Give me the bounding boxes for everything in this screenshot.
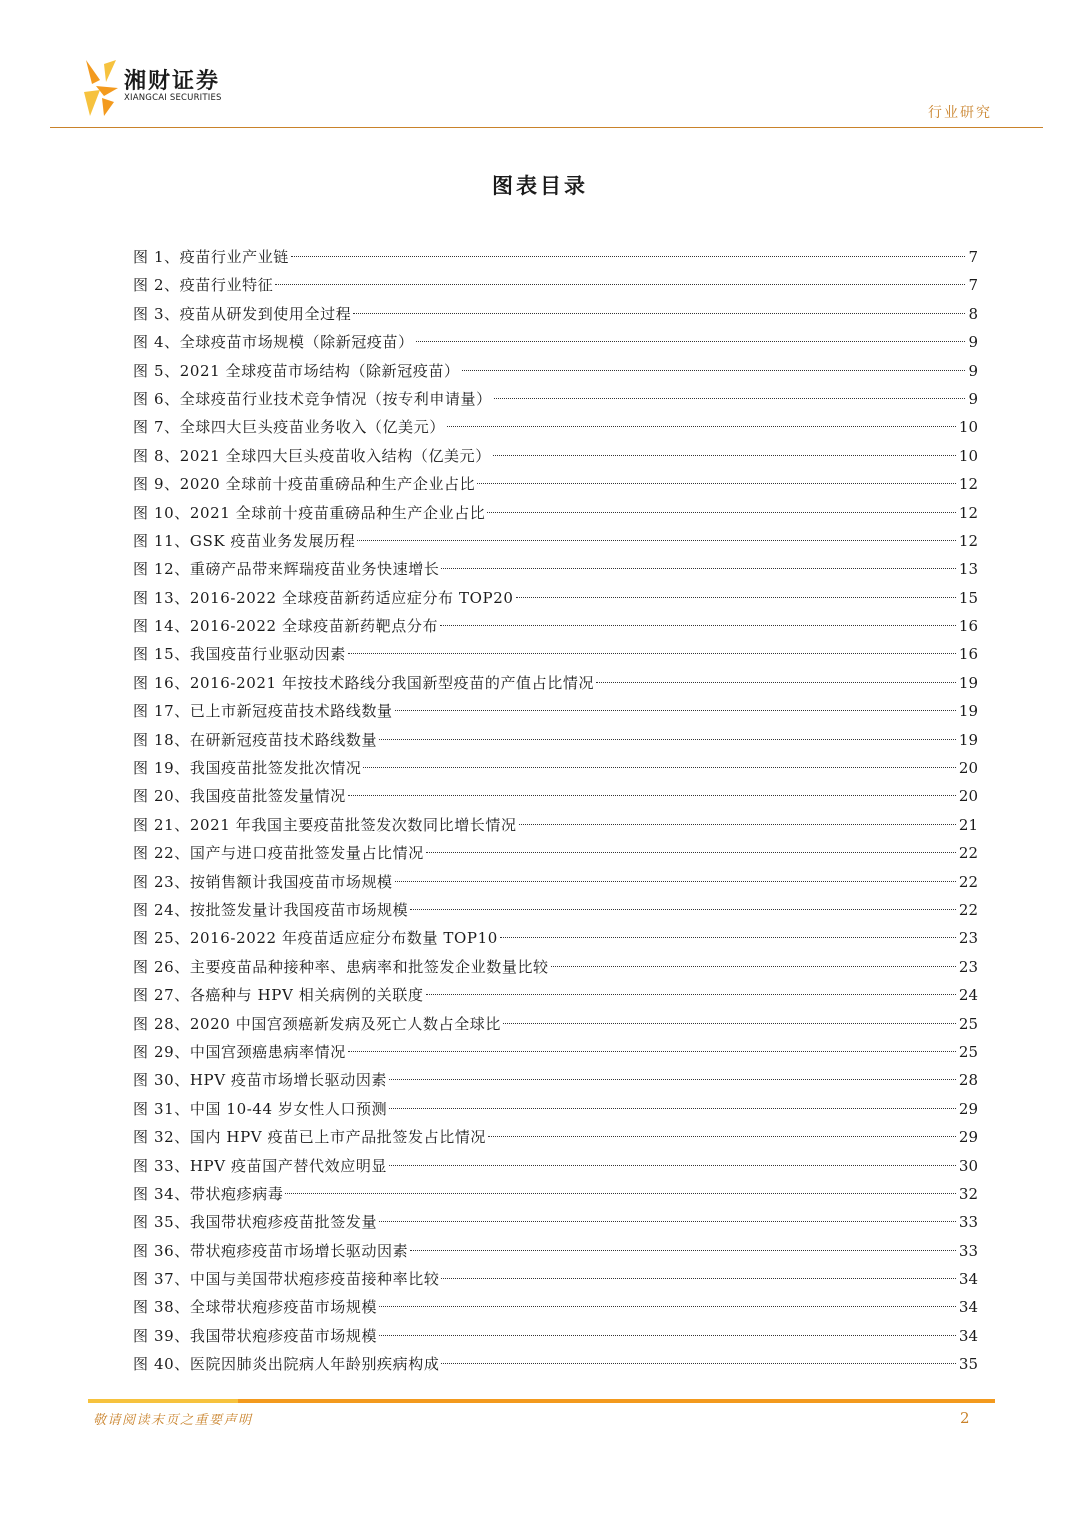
toc-entry-page: 7 [968, 248, 978, 266]
page-title: 图表目录 [492, 174, 588, 198]
toc-entry-label: 图 10、2021 全球前十疫苗重磅品种生产企业占比 [133, 503, 486, 522]
toc-entry[interactable] [133, 953, 978, 981]
toc-leader-dots [596, 682, 956, 683]
toc-entry-label: 图 5、2021 全球疫苗市场结构（除新冠疫苗） [133, 361, 460, 380]
toc-entry-label: 图 6、全球疫苗行业技术竞争情况（按专利申请量） [133, 389, 492, 408]
toc-entry[interactable] [133, 300, 978, 328]
header-divider [50, 127, 1043, 128]
toc-entry[interactable] [133, 782, 978, 810]
toc-entry[interactable] [133, 1265, 978, 1293]
toc-entry-label: 图 14、2016-2022 全球疫苗新药靶点分布 [133, 617, 439, 636]
toc-entry-label: 图 13、2016-2022 全球疫苗新药适应症分布 TOP20 [133, 588, 514, 607]
toc-entry-label: 图 24、按批签发量计我国疫苗市场规模 [133, 900, 409, 919]
toc-entry-page: 16 [958, 645, 978, 664]
toc-leader-dots [410, 1250, 956, 1251]
toc-entry[interactable] [133, 1095, 978, 1123]
toc-leader-dots [389, 1079, 956, 1080]
toc-entry-label: 图 4、全球疫苗市场规模（除新冠疫苗） [133, 333, 414, 352]
toc-entry-page: 9 [968, 333, 978, 352]
toc-entry-label: 图 17、已上市新冠疫苗技术路线数量 [133, 702, 393, 721]
toc-entry-page: 22 [958, 900, 978, 919]
toc-entry-label: 图 22、国产与进口疫苗批签发量占比情况 [133, 844, 424, 863]
toc-leader-dots [357, 540, 956, 541]
toc-entry[interactable] [133, 1237, 978, 1265]
toc-entry-label: 图 28、2020 中国宫颈癌新发病及死亡人数占全球比 [133, 1014, 501, 1033]
disclaimer-note: 敬请阅读末页之重要声明 [93, 1413, 253, 1428]
toc-leader-dots [500, 937, 956, 938]
toc-leader-dots [487, 512, 956, 513]
toc-entry-label: 图 36、带状疱疹疫苗市场增长驱动因素 [133, 1241, 409, 1260]
toc-entry-label: 图 11、GSK 疫苗业务发展历程 [133, 531, 356, 550]
toc-entry[interactable] [133, 413, 978, 441]
toc-entry-label: 图 7、全球四大巨头疫苗业务收入（亿美元） [133, 418, 445, 437]
toc-entry[interactable] [133, 470, 978, 498]
toc-entry-page: 33 [958, 1213, 978, 1232]
toc-entry[interactable] [133, 868, 978, 896]
toc-entry[interactable] [133, 726, 978, 754]
toc-entry-page: 20 [958, 759, 978, 778]
toc-entry-label: 图 2、疫苗行业特征 [133, 276, 274, 295]
toc-entry[interactable] [133, 357, 978, 385]
toc-entry-page: 9 [968, 361, 978, 380]
toc-leader-dots [426, 852, 956, 853]
toc-entry[interactable] [133, 499, 978, 527]
toc-entry-page: 12 [958, 503, 978, 522]
toc-entry-label: 图 38、全球带状疱疹疫苗市场规模 [133, 1298, 378, 1317]
toc-leader-dots [379, 739, 956, 740]
toc-entry-label: 图 35、我国带状疱疹疫苗批签发量 [133, 1213, 378, 1232]
toc-entry-page: 32 [958, 1184, 978, 1203]
report-type-tag: 行业研究 [928, 105, 992, 121]
toc-entry-page: 23 [958, 957, 978, 976]
toc-entry[interactable] [133, 243, 978, 271]
toc-entry-label: 图 16、2016-2021 年按技术路线分我国新型疫苗的产值占比情况 [133, 673, 595, 692]
toc-entry[interactable] [133, 385, 978, 413]
toc-leader-dots [348, 1051, 956, 1052]
toc-entry[interactable] [133, 442, 978, 470]
toc-entry[interactable] [133, 1038, 978, 1066]
toc-entry-label: 图 23、按销售额计我国疫苗市场规模 [133, 872, 393, 891]
toc-entry-page: 16 [958, 617, 978, 636]
toc-entry-label: 图 15、我国疫苗行业驱动因素 [133, 645, 346, 664]
toc-entry[interactable] [133, 924, 978, 952]
toc-entry-page: 10 [958, 418, 978, 437]
toc-leader-dots [348, 795, 956, 796]
toc-leader-dots [441, 568, 955, 569]
toc-leader-dots [389, 1108, 956, 1109]
toc-entry-page: 8 [968, 304, 978, 323]
toc-leader-dots [516, 597, 956, 598]
toc-entry-page: 15 [958, 588, 978, 607]
toc-leader-dots [363, 767, 955, 768]
toc-entry-label: 图 33、HPV 疫苗国产替代效应明显 [133, 1156, 388, 1175]
toc-entry-page: 25 [958, 1042, 978, 1061]
toc-entry-page: 9 [968, 389, 978, 408]
toc-leader-dots [440, 625, 956, 626]
toc-entry-page: 7 [968, 276, 978, 295]
logo-text-en: XIANGCAI SECURITIES [124, 93, 222, 103]
toc-leader-dots [389, 1165, 956, 1166]
toc-entry-page: 19 [958, 673, 978, 692]
toc-entry-label: 图 1、疫苗行业产业链 [133, 248, 289, 266]
toc-leader-dots [441, 1278, 955, 1279]
toc-entry-page: 34 [958, 1326, 978, 1345]
toc-entry-page: 34 [958, 1270, 978, 1289]
page-header [0, 0, 1080, 140]
toc-entry[interactable] [133, 612, 978, 640]
toc-entry-page: 35 [958, 1355, 978, 1374]
toc-entry[interactable] [133, 1066, 978, 1094]
toc-leader-dots [410, 909, 956, 910]
toc-entry[interactable] [133, 1208, 978, 1236]
toc-entry[interactable] [133, 697, 978, 725]
toc-leader-dots [416, 341, 966, 342]
toc-entry-page: 22 [958, 872, 978, 891]
toc-entry-page: 30 [958, 1156, 978, 1175]
toc-leader-dots [379, 1221, 956, 1222]
toc-entry[interactable] [133, 555, 978, 583]
toc-entry-label: 图 8、2021 全球四大巨头疫苗收入结构（亿美元） [133, 446, 491, 465]
toc-entry-label: 图 3、疫苗从研发到使用全过程 [133, 304, 352, 323]
toc-entry[interactable] [133, 328, 978, 356]
toc-leader-dots [488, 1136, 956, 1137]
toc-leader-dots [477, 483, 956, 484]
toc-entry[interactable] [133, 811, 978, 839]
toc-leader-dots [447, 426, 956, 427]
toc-entry[interactable] [133, 839, 978, 867]
toc-entry[interactable] [133, 527, 978, 555]
toc-entry-page: 25 [958, 1014, 978, 1033]
toc-leader-dots [494, 398, 966, 399]
toc-entry-page: 21 [958, 815, 978, 834]
toc-entry-page: 34 [958, 1298, 978, 1317]
toc-entry-page: 29 [958, 1099, 978, 1118]
toc-entry[interactable] [133, 584, 978, 612]
toc-entry-page: 29 [958, 1128, 978, 1147]
toc-entry[interactable] [133, 669, 978, 697]
toc-entry-page: 12 [958, 531, 978, 550]
toc-entry[interactable] [133, 1010, 978, 1038]
toc-entry-label: 图 20、我国疫苗批签发量情况 [133, 787, 346, 806]
toc-leader-dots [426, 994, 956, 995]
toc-entry[interactable] [133, 1350, 978, 1378]
toc-entry[interactable] [133, 1152, 978, 1180]
toc-entry[interactable] [133, 981, 978, 1009]
toc-entry-label: 图 30、HPV 疫苗市场增长驱动因素 [133, 1071, 388, 1090]
toc-entry-label: 图 26、主要疫苗品种接种率、患病率和批签发企业数量比较 [133, 957, 549, 976]
toc-entry-label: 图 40、医院因肺炎出院病人年龄别疾病构成 [133, 1355, 440, 1374]
toc-entry[interactable] [133, 1123, 978, 1151]
toc-entry-page: 23 [958, 929, 978, 948]
toc-entry-page: 12 [958, 475, 978, 494]
toc-entry[interactable] [133, 640, 978, 668]
toc-entry-label: 图 29、中国宫颈癌患病率情况 [133, 1042, 346, 1061]
toc-entry-page: 10 [958, 446, 978, 465]
toc-entry-page: 24 [958, 986, 978, 1005]
toc-leader-dots [348, 653, 956, 654]
toc-leader-dots [379, 1306, 956, 1307]
toc-entry-label: 图 32、国内 HPV 疫苗已上市产品批签发占比情况 [133, 1128, 486, 1147]
toc-entry[interactable] [133, 896, 978, 924]
toc-entry[interactable] [133, 754, 978, 782]
toc-leader-dots [395, 710, 956, 711]
toc-entry-label: 图 37、中国与美国带状疱疹疫苗接种率比较 [133, 1270, 440, 1289]
toc-entry-label: 图 34、带状疱疹病毒 [133, 1184, 284, 1203]
footer-color-bar [88, 1397, 995, 1405]
toc-entry[interactable] [133, 1180, 978, 1208]
toc-entry-label: 图 31、中国 10-44 岁女性人口预测 [133, 1099, 388, 1118]
toc-leader-dots [551, 966, 956, 967]
toc-entry-page: 13 [958, 560, 978, 579]
logo-text-cn: 湘财证券 [124, 69, 221, 94]
toc-entry[interactable] [133, 1322, 978, 1350]
toc-entry-label: 图 18、在研新冠疫苗技术路线数量 [133, 730, 378, 749]
toc-entry-label: 图 27、各癌种与 HPV 相关病例的关联度 [133, 986, 424, 1005]
xiangcai-logo-icon [82, 58, 120, 118]
toc-entry-page: 19 [958, 702, 978, 721]
figure-toc-list [133, 243, 978, 1379]
toc-entry-label: 图 21、2021 年我国主要疫苗批签发次数同比增长情况 [133, 815, 517, 834]
toc-entry-label: 图 39、我国带状疱疹疫苗市场规模 [133, 1326, 378, 1345]
toc-leader-dots [441, 1363, 955, 1364]
toc-entry-label: 图 9、2020 全球前十疫苗重磅品种生产企业占比 [133, 475, 476, 494]
page-number: 2 [960, 1409, 970, 1427]
toc-leader-dots [291, 256, 966, 257]
toc-leader-dots [503, 1023, 956, 1024]
toc-entry-label: 图 12、重磅产品带来辉瑞疫苗业务快速增长 [133, 560, 440, 579]
toc-entry-page: 20 [958, 787, 978, 806]
toc-entry-label: 图 19、我国疫苗批签发批次情况 [133, 759, 362, 778]
toc-leader-dots [519, 824, 956, 825]
toc-entry[interactable] [133, 1293, 978, 1321]
toc-leader-dots [395, 881, 956, 882]
toc-leader-dots [353, 313, 965, 314]
toc-leader-dots [285, 1193, 955, 1194]
toc-leader-dots [462, 370, 966, 371]
toc-entry[interactable] [133, 271, 978, 299]
toc-entry-page: 33 [958, 1241, 978, 1260]
toc-entry-page: 22 [958, 844, 978, 863]
toc-entry-label: 图 25、2016-2022 年疫苗适应症分布数量 TOP10 [133, 929, 498, 948]
toc-entry-page: 19 [958, 730, 978, 749]
toc-leader-dots [379, 1335, 956, 1336]
toc-leader-dots [493, 455, 956, 456]
toc-entry-page: 28 [958, 1071, 978, 1090]
toc-leader-dots [275, 284, 965, 285]
